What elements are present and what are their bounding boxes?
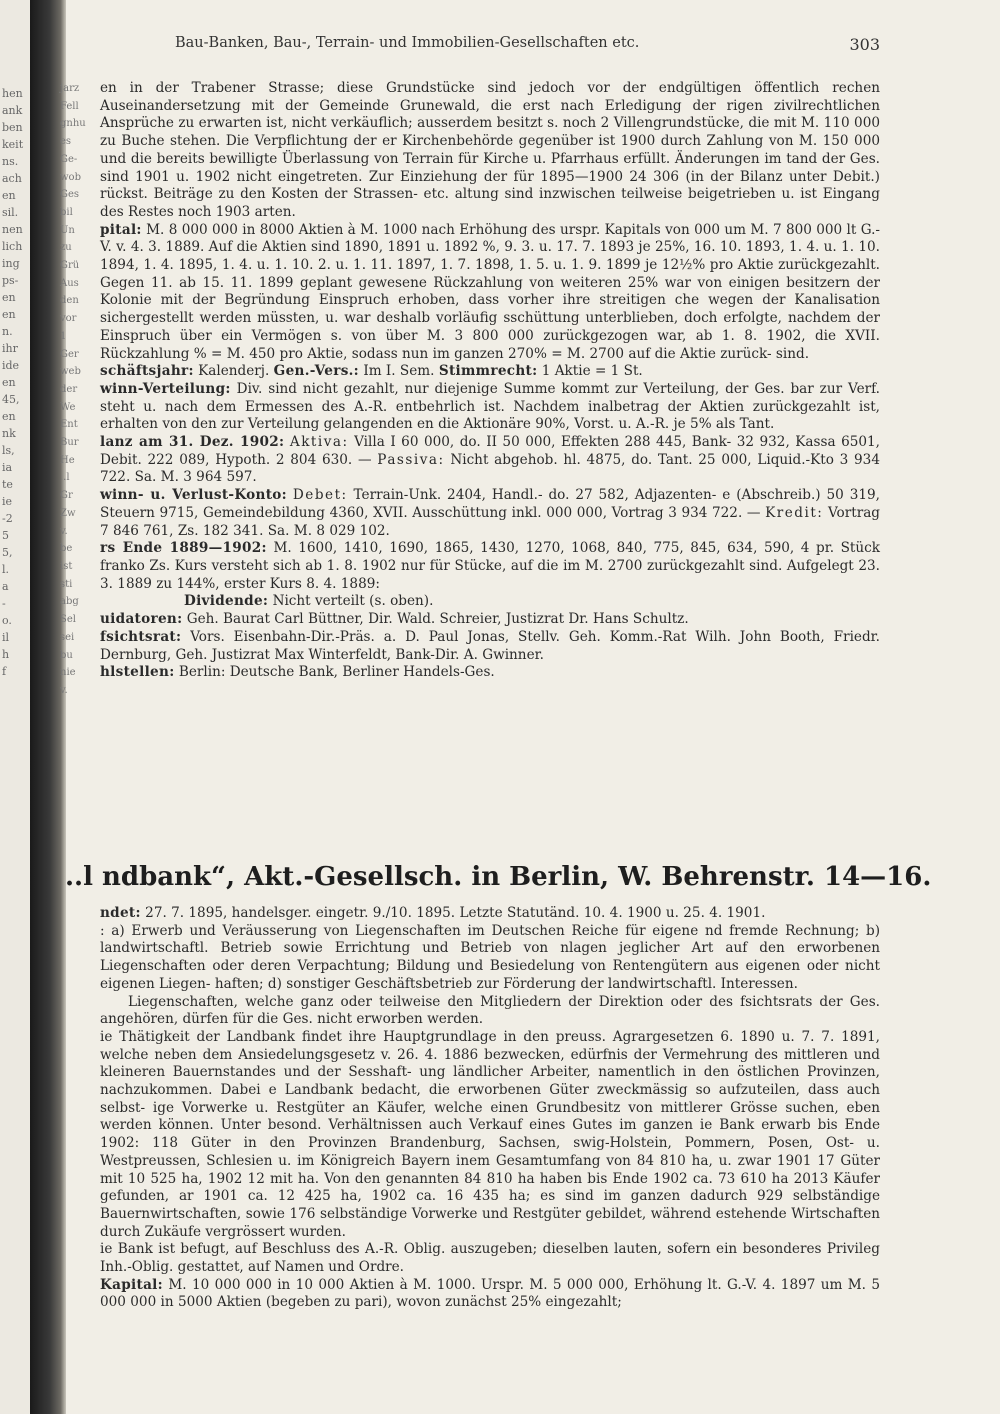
entry-aufsichtsrat <box>100 629 880 664</box>
label-dividende: Dividende: <box>184 593 269 610</box>
label-genvers: Gen.-Vers.: <box>273 363 359 380</box>
text-kapital: M. 8 000 000 in 8000 Aktien à M. 1000 nach Erhöhung des urspr. Kapitals von 000 um M. 7 800 000 lt G.-V. v. 4. 3. 1889. Auf die Aktien sind 1890, 1891 u. 1892 %, 9. 3. u. 17. 7. 1893 je 25%, 16. 10. 1893, 1. 4. u. 1. 10. 1894, 1. 4. 1895, 1. 4. u. 1. 10. 2. u. 1. 11. 1897, 1. 7. 1898, 1. 5. u. 1. 9. 1899 je 12½% pro Aktie zurückgezahlt. Gegen 11. ab 15. 11. 1899 geplant gewesene Rückzahlung von weiteren 25% war von einigen besitzern der Kolonie mit der Begründung Einspruch erhoben, dass vorher ihre streitigen che wegen der Kanalisation sichergestellt werden müssten, u. war deshalb vorläufig sschüttung unterblieben, doch erfolgte, nachdem der Einspruch über ein Vermögen s. von über M. 3 800 000 zurückgezogen war, ab 1. 8. 1902, die XVII. Rückzahlung % = M. 450 pro Aktie, sodass nun im ganzen 270% = M. 2700 auf die Aktie zurück- sind. <box>100 221 880 362</box>
paragraph-grundstuecke: en in der Trabener Strasse; diese Grundstücke sind jedoch vor der endgültigen öffentlich rechen Auseinandersetzung mit der Gemeinde Grunewald, die erst nach Erledigung der rigen zivilrechtlichen Ansprüche zu erwarten ist, nicht verkäuflich; ausserdem besitzt s. noch 2 Villengrundstücke, die mit M. 110 000 zu Buche stehen. Die Verpflichtung der er Kirchenbehörde gegenüber ist 1900 durch Zahlung von M. 150 000 und die bereits bewilligte Überlassung von Terrain für Kirche u. Pfarrhaus erfüllt. Änderungen im tand der Ges. sind 1901 u. 1902 nicht eingetreten. Zur Einziehung der für 1895—1900 24 306 (in der Bilanz unter Debit.) rückst. Beiträge zu den Kosten der Strassen- etc. altung sind inzwischen teilweise beigetrieben u. ist Eingang des Restes noch 1903 arten. <box>100 80 880 220</box>
running-title: Bau-Banken, Bau-, Terrain- und Immobilien-Gesellschaften etc. <box>175 35 640 51</box>
paragraph-taetigkeit: ie Thätigkeit der Landbank findet ihre Hauptgrundlage in den preuss. Agrargesetzen 6. 1890 u. 7. 7. 1891, welche neben dem Ansiedelungsgesetz v. 26. 4. 1886 bezwecken, edürfnis der Vermehrung des mittleren und kleineren Bauernstandes und der Sesshaft- ung ländlicher Arbeiter, namentlich in den östlichen Provinzen, nachzukommen. Dabei e Landbank bedacht, die erworbenen Güter zweckmässig so aufzuteilen, dass auch selbst- ige Vorwerke u. Restgüter an Käufer, welche einen Grundbesitz von mittlerer Grösse suchen, eben werden können. Unter besond. Verhältnissen auch Verkauf eines Gutes im ganzen ie Bank erwarb bis Ende 1902: 118 Güter in den Provinzen Brandenburg, Sachsen, swig-Holstein, Pommern, Posen, Ost- u. Westpreussen, Schlesien u. im Königreich Bayern inem Gesamtumfang von 84 810 ha, u. zwar 1901 17 Güter mit 10 525 ha, 1902 12 mit ha. Von den genannten 84 810 ha haben bis Ende 1902 ca. 73 610 ha 2013 Käufer gefunden, ar 1901 ca. 12 425 ha, 1902 ca. 16 435 ha; es sind im ganzen dadurch 929 selbständige Bauernwirtschaften, sowie 176 selbständige Vorwerke und Restgüter gebildet, während estehende Wirtschaften durch Zukäufe vergrössert wurden. <box>100 1028 880 1240</box>
gutter-fragment: Aus <box>60 277 79 289</box>
label-geschaeftsjahr: schäftsjahr: <box>100 363 194 380</box>
gutter-fragment: bu <box>60 649 73 661</box>
gutter-fragment: Sel <box>60 614 76 626</box>
left-edge-fragment: ps- <box>2 274 19 287</box>
left-edge-fragment: ia <box>2 461 13 474</box>
left-edge-fragment: ide <box>2 359 20 372</box>
left-edge-fragment: o. <box>2 614 12 627</box>
gutter-fragment: sei <box>60 631 75 643</box>
gutter-fragment: gnhu <box>60 118 86 130</box>
label-zahlstellen: hlstellen: <box>100 664 175 681</box>
label-kredit: Kredit: <box>765 504 824 521</box>
left-edge-fragment: en <box>2 376 16 389</box>
left-edge-fragment: ls, <box>2 444 15 457</box>
label-bilanz: lanz am 31. Dez. 1902: <box>100 434 285 451</box>
label-kapital-landbank: Kapital: <box>100 1276 163 1293</box>
text-kapital-landbank: M. 10 000 000 in 10 000 Aktien à M. 1000. Urspr. M. 5 000 000, Erhöhung lt. G.-V. 4. 1897 um M. 5 000 000 in 5000 Aktien (begeben zu pari), wovon zunächst 25% eingezahlt; <box>100 1276 881 1311</box>
gutter-fragment: Ge- <box>60 153 78 165</box>
text-geschaeftsjahr: Kalenderj. <box>198 363 270 380</box>
entry-kapital-landbank <box>100 1277 880 1312</box>
label-debet: Debet: <box>292 487 348 504</box>
gutter-fragment: es <box>60 136 72 148</box>
section-landbank <box>100 905 880 1312</box>
left-edge-fragment: ie <box>2 495 13 508</box>
company-heading: ..l ndbank“, Akt.-Gesellsch. in Berlin, W. Behrenstr. 14—16. <box>65 862 932 892</box>
left-edge-fragment: l. <box>2 563 10 576</box>
left-edge-fragment: lich <box>2 240 23 253</box>
left-edge-fragment: n. <box>2 325 13 338</box>
gutter-fragment: He <box>60 454 75 466</box>
gutter-fragment: sti <box>60 578 73 590</box>
left-edge-fragment: ank <box>2 104 23 117</box>
entry-zahlstellen <box>100 664 880 682</box>
left-edge-fragment: nk <box>2 427 16 440</box>
left-edge-fragment: ing <box>2 257 20 270</box>
gutter-fragment: 1 <box>60 330 67 342</box>
label-liquidatoren: uidatoren: <box>100 611 183 628</box>
adjacent-page-edge <box>0 0 30 1414</box>
label-aufsichtsrat: fsichtsrat: <box>100 628 182 645</box>
gutter-fragment: web <box>60 366 81 378</box>
left-edge-fragment: en <box>2 308 16 321</box>
gutter-fragment: Bur <box>60 437 79 449</box>
gutter-fragment: Ent <box>60 419 78 431</box>
text-genvers: Im I. Sem. <box>363 363 435 380</box>
left-edge-fragment: -2 <box>2 512 13 525</box>
gutter-fragment: Ges <box>60 189 80 201</box>
entry-gewinn-verlust <box>100 487 880 540</box>
gutter-fragment: v. <box>60 525 68 537</box>
gutter-fragment: ..l <box>60 472 70 484</box>
entry-zweck: : a) Erwerb und Veräusserung von Liegenschaften im Deutschen Reiche für eigene nd fremde Rechnung; b) landwirtschaftl. Betrieb sowie Errichtung und Betrieb von nlagen jeglicher Art auf den erworbenen Liegenschaften oder deren Verpachtung; Bildung und Besiedelung von Rentengütern aus eigenen oder nicht eigenen Liegen- haften; d) sonstiger Geschäftsbetrieb zur Förderung der landwirtschaftl. Interessen. <box>100 922 880 992</box>
left-edge-fragment: nen <box>2 223 23 236</box>
label-aktiva: Aktiva: <box>289 434 349 451</box>
left-edge-fragment: en <box>2 189 16 202</box>
left-edge-fragment: a <box>2 580 9 593</box>
gutter-fragment: Un <box>60 224 75 236</box>
entry-dividende <box>100 593 880 611</box>
label-stimmrecht: Stimmrecht: <box>438 363 538 380</box>
page-number: 303 <box>849 35 880 54</box>
entry-geschaeftsjahr <box>100 363 880 381</box>
left-edge-fragment: hen <box>2 87 23 100</box>
text-zahlstellen: Berlin: Deutsche Bank, Berliner Handels-Ges. <box>178 664 495 681</box>
text-gewinnverteilung: Div. sind nicht gezahlt, nur diejenige Summe kommt zur Verteilung, der Ges. bar zur Verf. steht u. nach dem Ermessen des A.-R. entbehrlich ist. Nachdem inalbetrag der Aktien zurückgezahlt ist, erhalten von den zur Verteilung gelangenden en die Aktionäre 90%, Vorst. u. A.-R. je 5% als Tant. <box>100 380 880 433</box>
left-edge-fragment: ihr <box>2 342 18 355</box>
label-kapital: pital: <box>100 221 142 238</box>
gutter-fragment: den <box>60 295 79 307</box>
entry-kapital <box>100 222 880 364</box>
running-header <box>170 35 890 57</box>
left-edge-fragment: ben <box>2 121 23 134</box>
label-gewinnverteilung: winn-Verteilung: <box>100 380 231 397</box>
gutter-fragment: v. <box>60 684 68 696</box>
gutter-fragment: Fell <box>60 100 79 112</box>
gutter-fragment: abg <box>60 596 79 608</box>
gutter-fragment: vor <box>60 313 77 325</box>
gutter-fragment: wob <box>60 171 81 183</box>
gutter-fragment: bil <box>60 206 73 218</box>
text-kurs: M. 1600, 1410, 1690, 1865, 1430, 1270, 1068, 840, 775, 845, 634, 590, 4 pr. Stück franko Zs. Kurs versteht sich ab 1. 8. 1902 nur für Stücke, auf die im M. 2700 zurückgezahlt sind. Aufgelegt 23. 3. 1889 zu 144%, erster Kurs 8. 4. 1889: <box>100 540 880 592</box>
label-gegruendet: ndet: <box>100 905 141 921</box>
left-edge-fragment: en <box>2 410 16 423</box>
gutter-fragment: nie <box>60 667 76 679</box>
label-gvk: winn- u. Verlust-Konto: <box>100 487 287 504</box>
gutter-fragment: der <box>60 383 78 395</box>
paragraph-liegenschaften: Liegenschaften, welche ganz oder teilweise den Mitgliedern der Direktion oder des fsichtsrats der Ges. angehören, dürfen für die Ges. nicht erworben werden. <box>100 993 880 1028</box>
left-edge-fragment: sil. <box>2 206 19 219</box>
text-stimmrecht: 1 Aktie = 1 St. <box>541 363 643 380</box>
gutter-fragment: be <box>60 543 73 555</box>
left-edge-fragment: en <box>2 291 16 304</box>
text-kredit: Vortrag 7 846 761, Zs. 182 341. Sa. M. 8 029 102. <box>100 504 881 539</box>
left-edge-fragment: ns. <box>2 155 19 168</box>
label-kurs: rs Ende 1889—1902: <box>100 540 267 557</box>
text-gegruendet: 27. 7. 1895, handelsger. eingetr. 9./10. 1895. Letzte Statutänd. 10. 4. 1900 u. 25. 4. 1901. <box>145 905 766 921</box>
left-edge-fragment: 45, <box>2 393 20 406</box>
text-aufsichtsrat: Vors. Eisenbahn-Dir.-Präs. a. D. Paul Jonas, Stellv. Geh. Komm.-Rat Wilh. John Booth, Friedr. Dernburg, Geh. Justizrat Max Winterfeldt, Bank-Dir. A. Gwinner. <box>100 628 880 663</box>
entry-gegruendet <box>100 905 880 923</box>
section-terrain-company <box>100 80 880 682</box>
paragraph-befugt: ie Bank ist befugt, auf Beschluss des A.-R. Oblig. auszugeben; dieselben lauten, sofern ein besonderes Privileg Inh.-Oblig. gestattet, auf Namen und Ordre. <box>100 1241 880 1276</box>
entry-liquidatoren <box>100 611 880 629</box>
text-liquidatoren: Geh. Baurat Carl Büttner, Dir. Wald. Schreier, Justizrat Dr. Hans Schultz. <box>186 611 689 628</box>
left-edge-fragment: h <box>2 648 10 661</box>
text-passiva: Nicht abgehob. hl. 4875, do. Tant. 25 000, Liquid.-Kto 3 934 722. Sa. M. 3 964 597. <box>100 451 880 486</box>
gutter-fragment: Grü <box>60 260 80 272</box>
text-debet: Terrain-Unk. 2404, Handl.- do. 27 582, Adjazenten- e (Abschreib.) 50 319, Steuern 9715, Gemeindebildung 4360, XVII. Ausschüttung inkl. 000 000, Vortrag 3 934 722. — <box>100 487 880 521</box>
text-aktiva: Villa I 60 000, do. II 50 000, Effekten 288 445, Bank- 32 932, Kassa 6501, Debit. 222 089, Hypoth. 2 804 630. — <box>100 434 880 468</box>
gutter-fragment: Ger <box>60 348 79 360</box>
gutter-fragment: Zw <box>60 507 76 519</box>
left-edge-fragment: 5 <box>2 529 9 542</box>
gutter-fragment: jarz <box>60 83 80 94</box>
left-edge-fragment: il <box>2 631 10 644</box>
gutter-fragment: ist <box>60 560 73 572</box>
label-passiva: Passiva: <box>377 451 445 468</box>
left-edge-fragment: 5, <box>2 546 13 559</box>
entry-gewinnverteilung <box>100 381 880 434</box>
gutter-fragment: zu <box>60 242 72 254</box>
left-edge-fragment: f <box>2 665 7 678</box>
left-edge-fragment: keit <box>2 138 24 151</box>
text-dividende: Nicht verteilt (s. oben). <box>272 593 434 610</box>
gutter-fragment: We <box>60 401 76 413</box>
gutter-fragment: Gr <box>60 490 73 502</box>
left-edge-fragment: ach <box>2 172 22 185</box>
entry-bilanz <box>100 434 880 487</box>
left-edge-fragment: - <box>2 597 6 610</box>
entry-kurs <box>100 540 880 593</box>
left-edge-fragment: te <box>2 478 13 491</box>
